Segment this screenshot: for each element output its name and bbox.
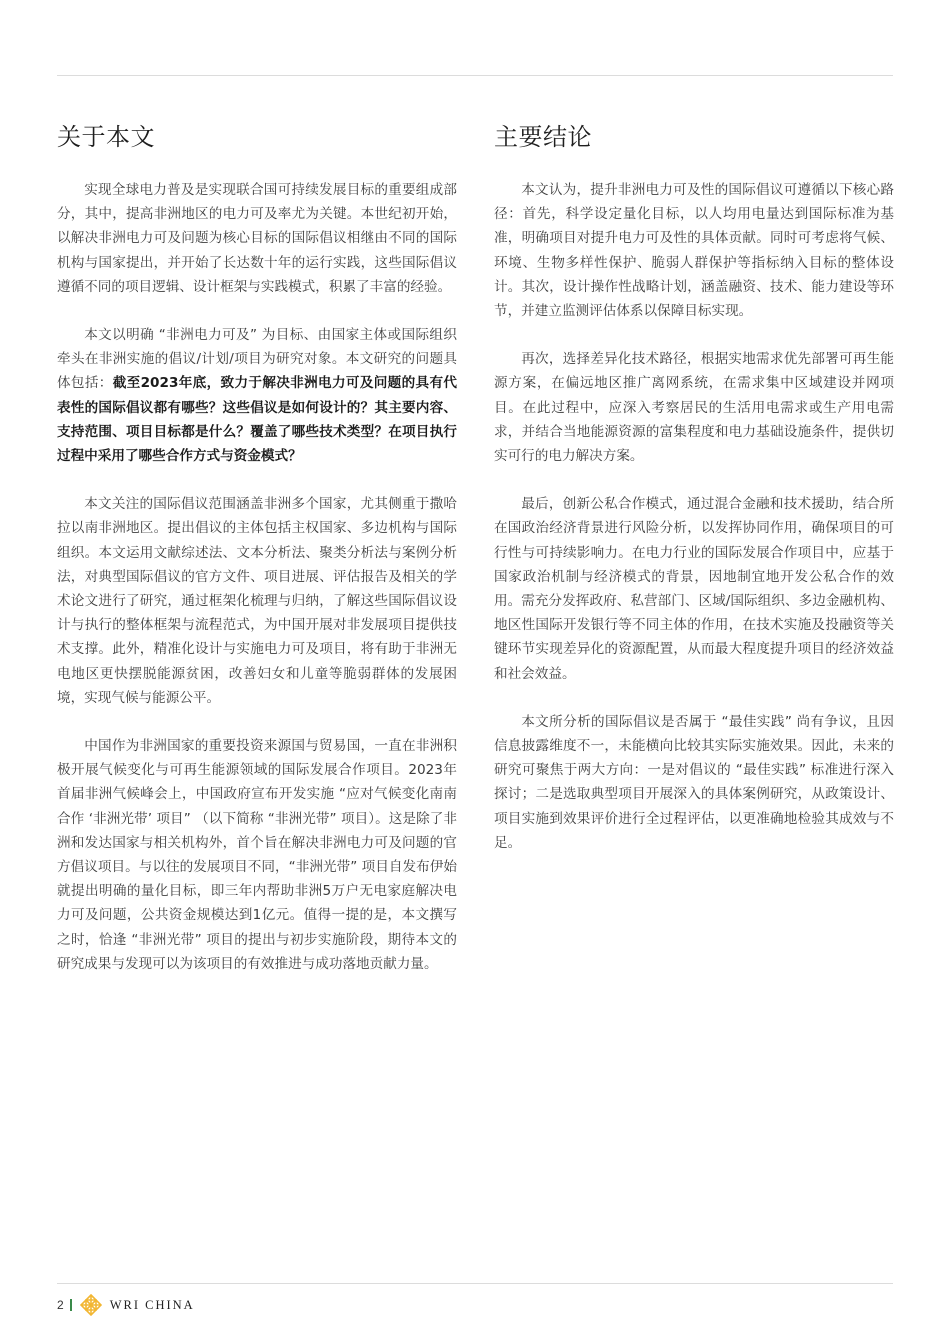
about-title: 关于本文 — [57, 123, 155, 151]
header-divider — [57, 75, 893, 76]
about-paragraph-1: 实现全球电力普及是实现联合国可持续发展目标的重要组成部分，其中，提高非洲地区的电力可及率尤为关键。本世纪初开始，以解决非洲电力可及问题为核心目标的国际倡议相继由不同的国际机构与国家提出，并开始了长达数十年的运行实践，这些国际倡议遵循不同的项目逻辑、设计框架与实践模式，积累了丰富的经验。 — [57, 182, 457, 295]
brand-name: WRI CHINA — [109, 1297, 195, 1312]
conclusions-paragraph-2: 再次，选择差异化技术路径，根据实地需求优先部署可再生能源方案，在偏远地区推广离网系统，在需求集中区域建设并网项目。在此过程中，应深入考察居民的生活用电需求或生产用电需求，并结合当地能源资源的富集程度和电力基础设施条件，提供切实可行的电力解决方案。 — [494, 351, 894, 465]
research-questions: 截至2023年底，致力于解决非洲电力可及问题的具有代表性的国际倡议都有哪些？这些倡议是如何设计的？其主要内容、支持范围、项目目标都是什么？覆盖了哪些技术类型？在项目执行过程中采用了哪些合作方式与资金模式？ — [57, 375, 457, 465]
footer-separator — [70, 1299, 72, 1311]
footer-divider — [57, 1283, 893, 1284]
page-number: 2 — [57, 1298, 64, 1312]
about-paragraph-2 — [57, 323, 457, 468]
about-paragraph-4: 中国作为非洲国家的重要投资来源国与贸易国，一直在非洲积极开展气候变化与可再生能源领域的国际发展合作项目。2023年首届非洲气候峰会上，中国政府宣布开发实施 “应对气候变化南南合作 ‘非洲光带’ 项目” （以下简称 “非洲光带” 项目）。这是除了非洲和发达国家与相关机构外，首个旨在解决非洲电力可及问题的官方倡议项目。与以往的发展项目不同，“非洲光带” 项目自发布伊始就提出明确的量化目标，即三年内帮助非洲5万户无电家庭解决电力可及问题，公共资金规模达到1亿元。值得一提的是，本文撰写之时，恰逢 “非洲光带” 项目的提出与初步实施阶段，期待本文的研究成果与发现可以为该项目的有效推进与成功落地贡献力量。 — [57, 738, 457, 972]
conclusions-section — [494, 118, 894, 879]
conclusions-paragraph-1: 本文认为，提升非洲电力可及性的国际倡议可遵循以下核心路径：首先，科学设定量化目标，以人均用电量达到国际标准为基准，明确项目对提升电力可及性的具体贡献。同时可考虑将气候、环境、生物多样性保护、脆弱人群保护等指标纳入目标的整体设计。其次，设计操作性战略计划，涵盖融资、技术、能力建设等环节，并建立监测评估体系以保障目标实现。 — [494, 182, 894, 320]
about-paragraph-3: 本文关注的国际倡议范围涵盖非洲多个国家，尤其侧重于撒哈拉以南非洲地区。提出倡议的主体包括主权国家、多边机构与国际组织。本文运用文献综述法、文本分析法、聚类分析法与案例分析法，对典型国际倡议的官方文件、项目进展、评估报告及相关的学术论文进行了研究，通过框架化梳理与归纳，了解这些国际倡议设计与执行的整体框架与流程范式，为中国开展对非发展项目提供技术支撑。此外，精准化设计与实施电力可及项目，将有助于非洲无电地区更快摆脱能源贫困，改善妇女和儿童等脆弱群体的发展困境，实现气候与能源公平。 — [57, 496, 457, 706]
conclusions-paragraph-4: 本文所分析的国际倡议是否属于 “最佳实践” 尚有争议，且因信息披露维度不一，未能横向比较其实际实施效果。因此，未来的研究可聚焦于两大方向：一是对倡议的 “最佳实践” 标准进行深入探讨；二是选取典型项目开展深入的具体案例研究，从政策设计、项目实施到效果评价进行全过程评估，以更准确地检验其成效与不足。 — [494, 713, 894, 851]
conclusions-paragraph-3: 最后，创新公私合作模式，通过混合金融和技术援助，结合所在国政治经济背景进行风险分析，以发挥协同作用，确保项目的可行性与可持续影响力。在电力行业的国际发展合作项目中，应基于国家政治机制与经济模式的背景，因地制宜地开发公私合作的效用。需充分发挥政府、私营部门、区域/国际组织、多边金融机构、地区性国际开发银行等不同主体的作用，在技术实施及投融资等关键环节实现差异化的资源配置，从而最大程度提升项目的经济效益和社会效益。 — [494, 496, 894, 682]
wri-lattice-logo-icon — [80, 1294, 102, 1316]
paragraph-text: 本文以明确 “非洲电力可及” 为目标、由国家主体或国际组织牵头在非洲实施的倡议/计划/项目为研究对象。本文研究的问题具体包括： — [57, 327, 457, 392]
page-footer — [57, 1295, 195, 1315]
about-section — [57, 118, 457, 1000]
conclusions-title: 主要结论 — [494, 123, 592, 151]
